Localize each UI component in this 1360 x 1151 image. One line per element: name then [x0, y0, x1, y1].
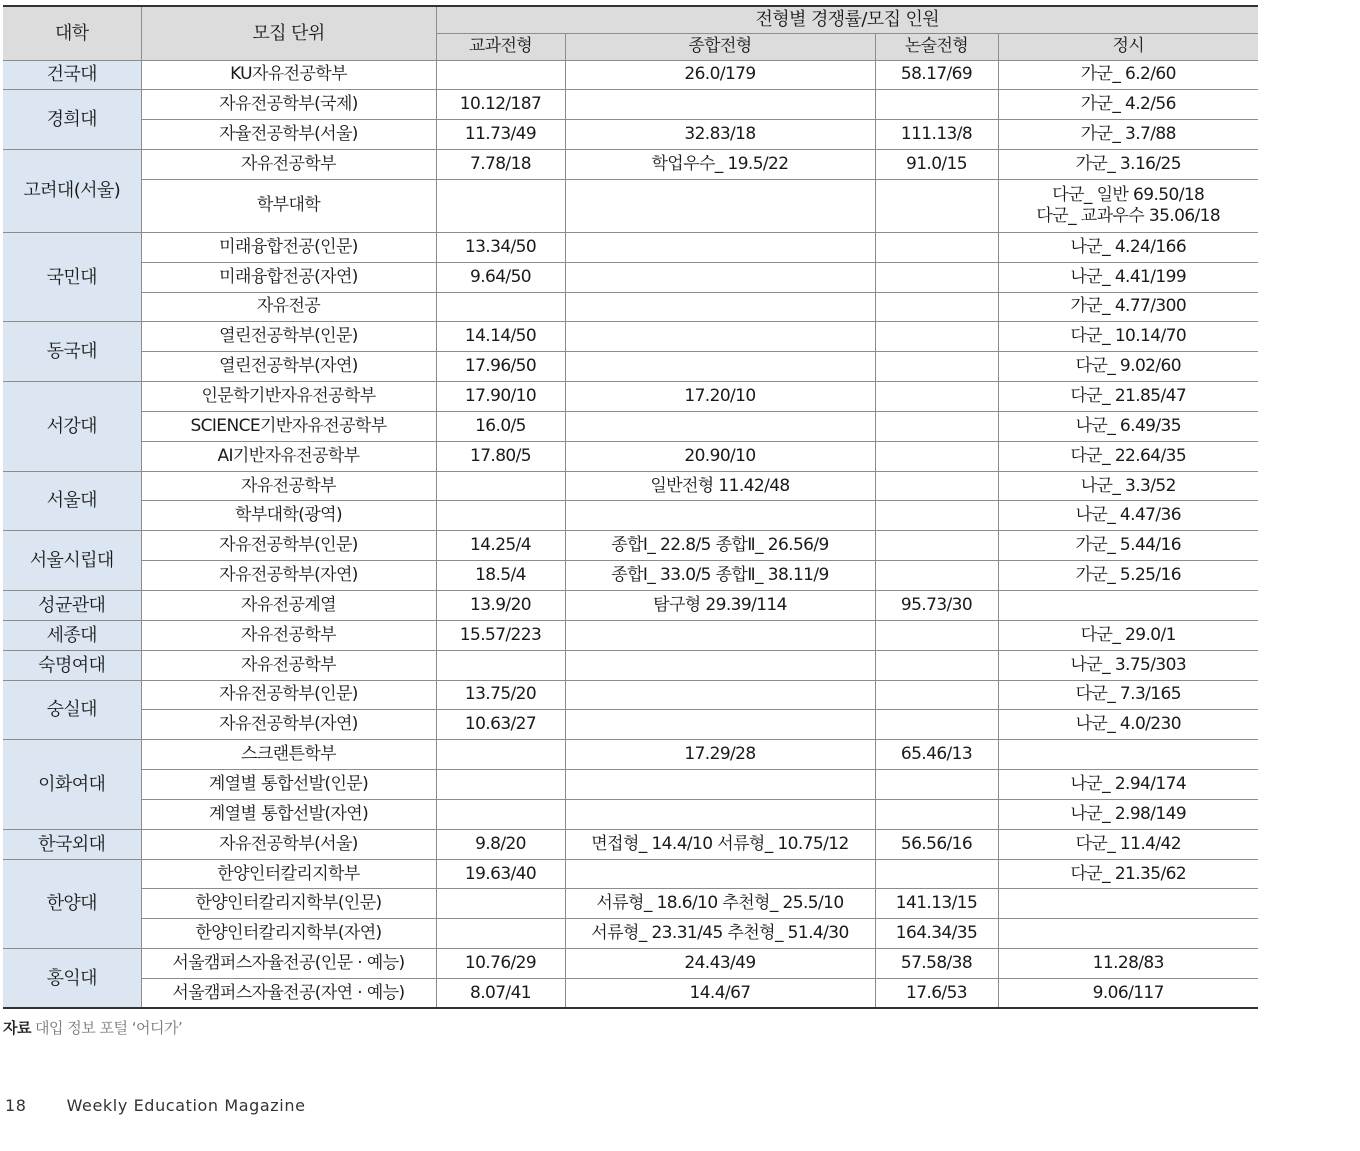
unit-cell: 서울캠퍼스자율전공(자연 · 예능)	[141, 978, 436, 1008]
jonghap-cell: 서류형_ 18.6/10 추천형_ 25.5/10	[565, 889, 875, 919]
unit-cell: 한양인터칼리지학부(자연)	[141, 919, 436, 949]
gyogwa-cell: 10.12/187	[436, 90, 565, 120]
nonsul-cell	[875, 620, 998, 650]
gyogwa-cell: 14.14/50	[436, 322, 565, 352]
jonghap-cell: 종합Ⅰ_ 22.8/5 종합Ⅱ_ 26.56/9	[565, 531, 875, 561]
unit-cell: SCIENCE기반자유전공학부	[141, 411, 436, 441]
jeongsi-cell: 다군_ 11.4/42	[998, 829, 1258, 859]
source-note	[3, 1017, 182, 1038]
nonsul-cell	[875, 441, 998, 471]
gyogwa-cell: 18.5/4	[436, 561, 565, 591]
nonsul-cell	[875, 262, 998, 292]
jonghap-cell: 14.4/67	[565, 978, 875, 1008]
jonghap-cell	[565, 710, 875, 740]
source-label: 자료	[3, 1019, 31, 1037]
unit-cell: 미래융합전공(인문)	[141, 232, 436, 262]
unit-cell: 자유전공학부(자연)	[141, 561, 436, 591]
jeongsi-cell	[998, 740, 1258, 770]
header-university: 대학	[3, 6, 141, 60]
jeongsi-cell	[998, 889, 1258, 919]
unit-cell: 자율전공학부(서울)	[141, 120, 436, 150]
jeongsi-cell: 나군_ 3.75/303	[998, 650, 1258, 680]
jeongsi-cell	[998, 591, 1258, 621]
university-cell: 이화여대	[3, 740, 141, 830]
unit-cell: 자유전공	[141, 292, 436, 322]
source-text: 대입 정보 포털 ‘어디가’	[34, 1019, 183, 1037]
jeongsi-cell: 다군_ 21.85/47	[998, 382, 1258, 412]
gyogwa-cell: 13.34/50	[436, 232, 565, 262]
gyogwa-cell	[436, 889, 565, 919]
jonghap-cell	[565, 90, 875, 120]
table-row	[3, 919, 1258, 949]
jeongsi-cell: 다군_ 7.3/165	[998, 680, 1258, 710]
unit-cell: 한양인터칼리지학부(인문)	[141, 889, 436, 919]
university-cell: 경희대	[3, 90, 141, 150]
jonghap-cell	[565, 179, 875, 232]
jonghap-cell	[565, 352, 875, 382]
jeongsi-cell: 가군_ 3.7/88	[998, 120, 1258, 150]
table-row	[3, 292, 1258, 322]
nonsul-cell	[875, 179, 998, 232]
jeongsi-cell: 가군_ 4.2/56	[998, 90, 1258, 120]
table-row	[3, 620, 1258, 650]
page-footer	[5, 1096, 306, 1115]
gyogwa-cell: 17.80/5	[436, 441, 565, 471]
gyogwa-cell: 11.73/49	[436, 120, 565, 150]
university-cell: 고려대(서울)	[3, 150, 141, 233]
jonghap-cell: 종합Ⅰ_ 33.0/5 종합Ⅱ_ 38.11/9	[565, 561, 875, 591]
nonsul-cell: 141.13/15	[875, 889, 998, 919]
table-row	[3, 889, 1258, 919]
jonghap-cell	[565, 799, 875, 829]
jonghap-cell	[565, 501, 875, 531]
unit-cell: 스크랜튼학부	[141, 740, 436, 770]
jeongsi-cell: 가군_ 5.25/16	[998, 561, 1258, 591]
header-col-jonghap: 종합전형	[565, 33, 875, 60]
unit-cell: 자유전공학부	[141, 650, 436, 680]
gyogwa-cell: 14.25/4	[436, 531, 565, 561]
jeongsi-cell: 나군_ 2.98/149	[998, 799, 1258, 829]
table-row	[3, 471, 1258, 501]
unit-cell: 자유전공계열	[141, 591, 436, 621]
university-cell: 성균관대	[3, 591, 141, 621]
jeongsi-cell: 9.06/117	[998, 978, 1258, 1008]
table-row	[3, 561, 1258, 591]
jonghap-cell: 일반전형 11.42/48	[565, 471, 875, 501]
unit-cell: 학부대학	[141, 179, 436, 232]
nonsul-cell	[875, 411, 998, 441]
jonghap-cell	[565, 680, 875, 710]
unit-cell: 계열별 통합선발(자연)	[141, 799, 436, 829]
jeongsi-cell: 나군_ 3.3/52	[998, 471, 1258, 501]
university-cell: 건국대	[3, 60, 141, 90]
gyogwa-cell	[436, 770, 565, 800]
jonghap-cell	[565, 322, 875, 352]
nonsul-cell	[875, 501, 998, 531]
unit-cell: 자유전공학부(서울)	[141, 829, 436, 859]
gyogwa-cell: 17.96/50	[436, 352, 565, 382]
table-row	[3, 978, 1258, 1008]
unit-cell: 서울캠퍼스자율전공(인문 · 예능)	[141, 949, 436, 979]
table-row	[3, 179, 1258, 232]
nonsul-cell: 111.13/8	[875, 120, 998, 150]
nonsul-cell	[875, 799, 998, 829]
jeongsi-cell: 다군_ 10.14/70	[998, 322, 1258, 352]
university-cell: 서울대	[3, 471, 141, 531]
gyogwa-cell	[436, 650, 565, 680]
table-row	[3, 710, 1258, 740]
header-group: 전형별 경쟁률/모집 인원	[436, 6, 1258, 33]
jeongsi-cell: 나군_ 4.24/166	[998, 232, 1258, 262]
gyogwa-cell: 9.8/20	[436, 829, 565, 859]
unit-cell: KU자유전공학부	[141, 60, 436, 90]
university-cell: 세종대	[3, 620, 141, 650]
university-cell: 서울시립대	[3, 531, 141, 591]
unit-cell: 열린전공학부(인문)	[141, 322, 436, 352]
unit-cell: 학부대학(광역)	[141, 501, 436, 531]
gyogwa-cell	[436, 471, 565, 501]
jeongsi-cell: 나군_ 4.47/36	[998, 501, 1258, 531]
unit-cell: 자유전공학부	[141, 471, 436, 501]
table-row	[3, 501, 1258, 531]
gyogwa-cell: 17.90/10	[436, 382, 565, 412]
nonsul-cell	[875, 90, 998, 120]
nonsul-cell: 56.56/16	[875, 829, 998, 859]
jonghap-cell	[565, 411, 875, 441]
nonsul-cell	[875, 710, 998, 740]
header-unit: 모집 단위	[141, 6, 436, 60]
gyogwa-cell: 8.07/41	[436, 978, 565, 1008]
nonsul-cell	[875, 770, 998, 800]
nonsul-cell	[875, 292, 998, 322]
table-row	[3, 120, 1258, 150]
header-col-nonsul: 논술전형	[875, 33, 998, 60]
jonghap-cell: 서류형_ 23.31/45 추천형_ 51.4/30	[565, 919, 875, 949]
table-row	[3, 829, 1258, 859]
table-row	[3, 150, 1258, 180]
nonsul-cell	[875, 322, 998, 352]
magazine-name: Weekly Education Magazine	[66, 1096, 306, 1115]
admission-table	[3, 5, 1258, 1009]
nonsul-cell	[875, 650, 998, 680]
jeongsi-cell: 가군_ 3.16/25	[998, 150, 1258, 180]
jonghap-cell	[565, 232, 875, 262]
unit-cell: 자유전공학부(인문)	[141, 680, 436, 710]
header-col-gyogwa: 교과전형	[436, 33, 565, 60]
university-cell: 한양대	[3, 859, 141, 949]
university-cell: 국민대	[3, 232, 141, 322]
university-cell: 홍익대	[3, 949, 141, 1009]
table-row	[3, 680, 1258, 710]
table-row	[3, 352, 1258, 382]
jonghap-cell: 탐구형 29.39/114	[565, 591, 875, 621]
jeongsi-cell: 다군_ 일반 69.50/18 다군_ 교과우수 35.06/18	[998, 179, 1258, 232]
nonsul-cell: 17.6/53	[875, 978, 998, 1008]
nonsul-cell: 95.73/30	[875, 591, 998, 621]
jonghap-cell	[565, 650, 875, 680]
table-row	[3, 262, 1258, 292]
gyogwa-cell	[436, 740, 565, 770]
unit-cell: 자유전공학부(인문)	[141, 531, 436, 561]
unit-cell: 자유전공학부(자연)	[141, 710, 436, 740]
nonsul-cell: 164.34/35	[875, 919, 998, 949]
table-row	[3, 232, 1258, 262]
jonghap-cell: 20.90/10	[565, 441, 875, 471]
jeongsi-cell: 가군_ 4.77/300	[998, 292, 1258, 322]
gyogwa-cell: 13.9/20	[436, 591, 565, 621]
gyogwa-cell: 13.75/20	[436, 680, 565, 710]
unit-cell: 열린전공학부(자연)	[141, 352, 436, 382]
university-cell: 숙명여대	[3, 650, 141, 680]
unit-cell: 자유전공학부(국제)	[141, 90, 436, 120]
jeongsi-cell: 나군_ 4.0/230	[998, 710, 1258, 740]
gyogwa-cell: 7.78/18	[436, 150, 565, 180]
nonsul-cell	[875, 232, 998, 262]
table-row	[3, 770, 1258, 800]
nonsul-cell	[875, 561, 998, 591]
university-cell: 서강대	[3, 382, 141, 472]
table-row	[3, 382, 1258, 412]
gyogwa-cell: 10.76/29	[436, 949, 565, 979]
nonsul-cell	[875, 680, 998, 710]
nonsul-cell	[875, 859, 998, 889]
nonsul-cell	[875, 382, 998, 412]
university-cell: 한국외대	[3, 829, 141, 859]
unit-cell: 인문학기반자유전공학부	[141, 382, 436, 412]
jonghap-cell	[565, 859, 875, 889]
gyogwa-cell: 16.0/5	[436, 411, 565, 441]
jonghap-cell: 면접형_ 14.4/10 서류형_ 10.75/12	[565, 829, 875, 859]
jeongsi-cell: 다군_ 9.02/60	[998, 352, 1258, 382]
nonsul-cell: 57.58/38	[875, 949, 998, 979]
jonghap-cell: 32.83/18	[565, 120, 875, 150]
jeongsi-cell: 나군_ 4.41/199	[998, 262, 1258, 292]
jeongsi-cell	[998, 919, 1258, 949]
gyogwa-cell	[436, 501, 565, 531]
university-cell: 숭실대	[3, 680, 141, 740]
jonghap-cell: 17.20/10	[565, 382, 875, 412]
jeongsi-cell: 11.28/83	[998, 949, 1258, 979]
unit-cell: 자유전공학부	[141, 620, 436, 650]
university-cell: 동국대	[3, 322, 141, 382]
jeongsi-cell: 가군_ 6.2/60	[998, 60, 1258, 90]
nonsul-cell: 91.0/15	[875, 150, 998, 180]
jonghap-cell: 17.29/28	[565, 740, 875, 770]
unit-cell: 자유전공학부	[141, 150, 436, 180]
jeongsi-cell: 다군_ 22.64/35	[998, 441, 1258, 471]
unit-cell: 미래융합전공(자연)	[141, 262, 436, 292]
table-row	[3, 322, 1258, 352]
table-row	[3, 90, 1258, 120]
jeongsi-cell: 다군_ 29.0/1	[998, 620, 1258, 650]
table-row	[3, 441, 1258, 471]
table-row	[3, 740, 1258, 770]
jonghap-cell: 학업우수_ 19.5/22	[565, 150, 875, 180]
table-row	[3, 799, 1258, 829]
gyogwa-cell	[436, 799, 565, 829]
jeongsi-cell: 다군_ 21.35/62	[998, 859, 1258, 889]
page-number: 18	[5, 1096, 27, 1115]
table-row	[3, 531, 1258, 561]
gyogwa-cell	[436, 919, 565, 949]
jonghap-cell	[565, 262, 875, 292]
jonghap-cell	[565, 292, 875, 322]
unit-cell: 계열별 통합선발(인문)	[141, 770, 436, 800]
table-row	[3, 859, 1258, 889]
nonsul-cell: 65.46/13	[875, 740, 998, 770]
jeongsi-cell: 나군_ 6.49/35	[998, 411, 1258, 441]
nonsul-cell	[875, 531, 998, 561]
table-row	[3, 60, 1258, 90]
jonghap-cell	[565, 620, 875, 650]
unit-cell: 한양인터칼리지학부	[141, 859, 436, 889]
jeongsi-cell: 가군_ 5.44/16	[998, 531, 1258, 561]
nonsul-cell	[875, 471, 998, 501]
nonsul-cell: 58.17/69	[875, 60, 998, 90]
gyogwa-cell	[436, 179, 565, 232]
unit-cell: AI기반자유전공학부	[141, 441, 436, 471]
gyogwa-cell: 19.63/40	[436, 859, 565, 889]
table-row	[3, 650, 1258, 680]
gyogwa-cell: 15.57/223	[436, 620, 565, 650]
jonghap-cell	[565, 770, 875, 800]
jeongsi-cell: 나군_ 2.94/174	[998, 770, 1258, 800]
gyogwa-cell: 10.63/27	[436, 710, 565, 740]
table-row	[3, 411, 1258, 441]
table-row	[3, 591, 1258, 621]
table-body	[3, 60, 1258, 1008]
table-row	[3, 949, 1258, 979]
jonghap-cell: 26.0/179	[565, 60, 875, 90]
header-col-jeongsi: 정시	[998, 33, 1258, 60]
gyogwa-cell	[436, 60, 565, 90]
gyogwa-cell: 9.64/50	[436, 262, 565, 292]
gyogwa-cell	[436, 292, 565, 322]
nonsul-cell	[875, 352, 998, 382]
jonghap-cell: 24.43/49	[565, 949, 875, 979]
